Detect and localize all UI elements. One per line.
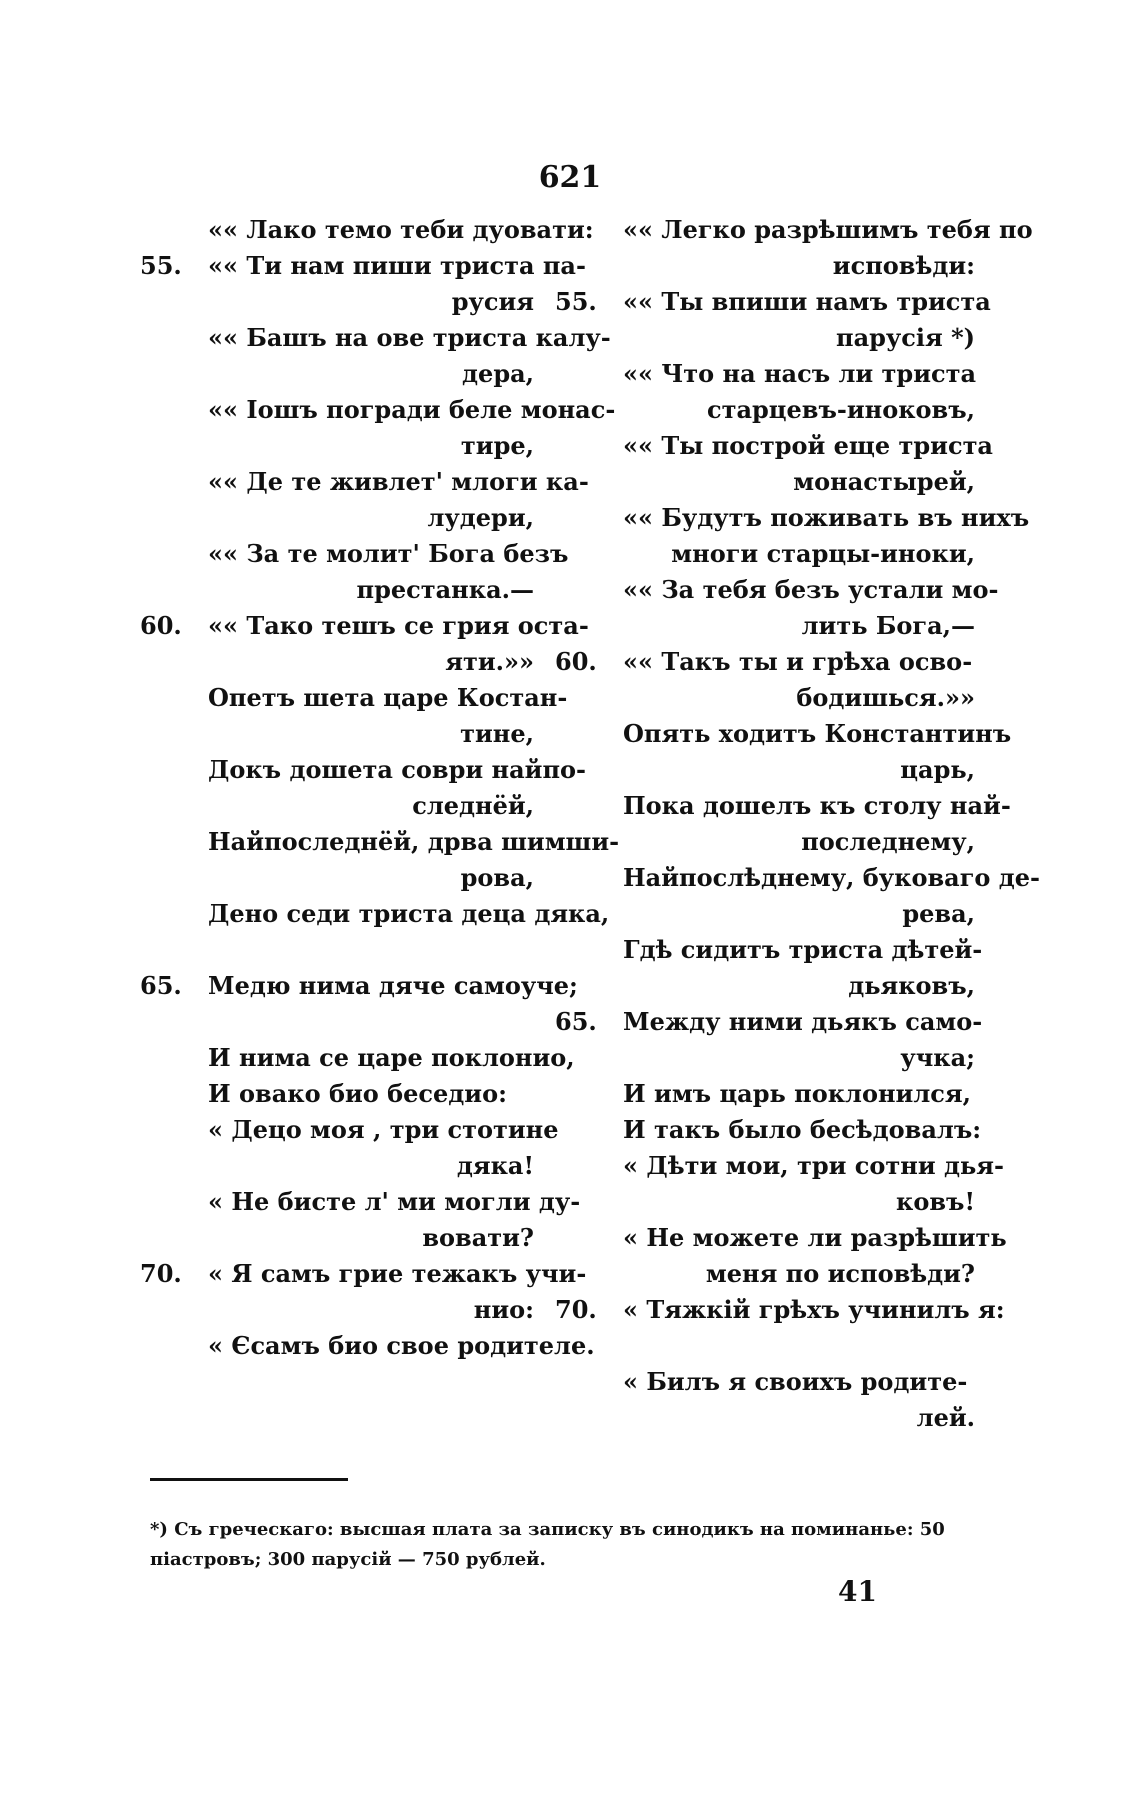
- verse: [555, 428, 993, 500]
- verse: [555, 356, 975, 428]
- verse-line: « Єсамъ био свое родителе.: [208, 1331, 595, 1360]
- verse-line-continuation: рова,: [460, 863, 534, 892]
- verse-line-continuation: рева,: [902, 899, 975, 928]
- verse-number: 55.: [140, 251, 182, 280]
- verse-line: « Децо моя , три стотине: [208, 1115, 559, 1144]
- verse-line-continuation: тине,: [460, 719, 534, 748]
- verse-line: Дено седи триста деца дяка,: [208, 899, 610, 928]
- verse: [140, 608, 589, 680]
- verse-line: « Не можете ли разрѣшить: [623, 1223, 1007, 1252]
- verse: [555, 1364, 975, 1436]
- verse: [140, 536, 569, 608]
- verse-line: Гдѣ сидитъ триста дѣтей-: [623, 935, 983, 964]
- verse: [140, 968, 578, 1004]
- verse: [555, 1112, 982, 1148]
- verse-number: 65.: [140, 971, 182, 1000]
- verse-number: 60.: [555, 647, 597, 676]
- verse-line: Пока дошелъ къ столу най-: [623, 791, 1011, 820]
- page-number: 621: [538, 160, 602, 195]
- verse: [555, 500, 1030, 572]
- verse: [555, 1076, 975, 1112]
- verse-line: «« Легко разрѣшимъ тебя по: [623, 215, 1033, 244]
- verse: [555, 212, 1033, 284]
- verse-line: «« Іошъ погради беле монас-: [208, 395, 616, 424]
- verse-line-continuation: ковъ!: [896, 1187, 975, 1216]
- verse-line-continuation: лудери,: [427, 503, 534, 532]
- verse: [555, 1004, 983, 1076]
- verse-line-continuation: царь,: [900, 755, 975, 784]
- verse-line-continuation: яти.»»: [445, 647, 534, 676]
- verse-line: «« Тако тешъ се грия оста-: [208, 611, 589, 640]
- verse-line-continuation: лей.: [916, 1403, 975, 1432]
- verse: [555, 644, 975, 716]
- footnote-rule: [150, 1478, 348, 1481]
- verse-line: «« Ты построй еще триста: [623, 431, 993, 460]
- verse-line-continuation: парусія *): [836, 323, 975, 352]
- verse-line: И овако био беседио:: [208, 1079, 507, 1108]
- verse: [555, 860, 1040, 932]
- verse-line: Докъ дошета соври найпо-: [208, 755, 586, 784]
- footnote-line-2: піастровъ; 300 парусій — 750 рублей.: [150, 1549, 546, 1570]
- verse: [140, 824, 620, 896]
- verse: [555, 1292, 1005, 1328]
- verse-line: «« Лако темо теби дуовати:: [208, 215, 594, 244]
- verse-line-continuation: лить Бога,—: [801, 611, 975, 640]
- verse-line-continuation: дьяковъ,: [848, 971, 975, 1000]
- verse: [140, 680, 568, 752]
- verse-line: « Тяжкій грѣхъ учинилъ я:: [623, 1295, 1005, 1324]
- verse-line: «« Будутъ поживать въ нихъ: [623, 503, 1030, 532]
- verse: [555, 1220, 1007, 1292]
- verse-line-continuation: учка;: [900, 1043, 975, 1072]
- footnote: [150, 1515, 950, 1575]
- verse-line: «« Ти нам пиши триста па-: [208, 251, 586, 280]
- verse-line: «« Ты впиши намъ триста: [623, 287, 991, 316]
- verse-line: « Билъ я своихъ родите-: [623, 1367, 968, 1396]
- verse-line: «« За те молит' Бога безъ: [208, 539, 569, 568]
- verse: [140, 320, 611, 392]
- verse: [555, 788, 1011, 860]
- verse: [140, 392, 616, 464]
- verse-number: 70.: [555, 1295, 597, 1324]
- verse-line: Между ними дьякъ само-: [623, 1007, 983, 1036]
- verse: [140, 212, 594, 248]
- verse: [555, 284, 991, 356]
- verse: [140, 1112, 560, 1184]
- verse-line: И имъ царь поклонился,: [623, 1079, 971, 1108]
- verse: [555, 1148, 1004, 1220]
- verse: [140, 248, 586, 320]
- verse-line: Опять ходитъ Константинъ: [623, 719, 1012, 748]
- verse: [555, 572, 999, 644]
- verse-number: 70.: [140, 1259, 182, 1288]
- verse-line: « Дѣти мои, три сотни дья-: [623, 1151, 1004, 1180]
- verse-line: И такъ было бесѣдовалъ:: [623, 1115, 982, 1144]
- verse-line: Опетъ шета царе Костан-: [208, 683, 568, 712]
- verse: [140, 1040, 575, 1076]
- verse-line: Медю нима дяче самоуче;: [208, 971, 578, 1000]
- verse-line-continuation: тире,: [460, 431, 534, 460]
- verse: [140, 896, 610, 932]
- verse-line: « Не бисте л' ми могли ду-: [208, 1187, 581, 1216]
- verse-line-continuation: дяка!: [456, 1151, 534, 1180]
- verse-line: «« Де те живлет' млоги ка-: [208, 467, 589, 496]
- verse-line-continuation: русия: [451, 287, 534, 316]
- verse: [555, 932, 983, 1004]
- verse: [555, 716, 1012, 788]
- verse: [140, 1184, 581, 1256]
- verse-line-continuation: старцевъ-иноковъ,: [706, 395, 975, 424]
- left-column-serbian-text: [140, 212, 620, 1364]
- verse-line-continuation: меня по исповѣди?: [705, 1259, 975, 1288]
- verse-number: 65.: [555, 1007, 597, 1036]
- verse-line: «« Такъ ты и грѣха осво-: [623, 647, 973, 676]
- verse-line-continuation: бодишься.»»: [796, 683, 975, 712]
- verse-line-continuation: престанка.—: [356, 575, 534, 604]
- verse-line: « Я самъ грие тежакъ учи-: [208, 1259, 587, 1288]
- footnote-line-1: *) Съ греческаго: высшая плата за записку въ синодикъ на поминанье: 50: [150, 1519, 945, 1540]
- verse-number: 60.: [140, 611, 182, 640]
- verse-line: Найпослѣднему, буковаго де-: [623, 863, 1040, 892]
- signature-number: 41: [838, 1575, 877, 1608]
- verse-line: Найпоследнёй, дрва шимши-: [208, 827, 620, 856]
- verse-line: «« Что на насъ ли триста: [623, 359, 977, 388]
- verse-line-continuation: монастырей,: [793, 467, 975, 496]
- verse-line-continuation: следнёй,: [412, 791, 534, 820]
- verse-number: 55.: [555, 287, 597, 316]
- verse: [140, 752, 586, 824]
- verse-line-continuation: последнему,: [801, 827, 975, 856]
- right-column-russian-text: [555, 212, 1040, 1436]
- verse: [140, 1328, 595, 1364]
- verse-line: «« Башъ на ове триста калу-: [208, 323, 611, 352]
- verse-line-continuation: нио:: [473, 1295, 534, 1324]
- verse-line-continuation: исповѣди:: [832, 251, 975, 280]
- verse-line-continuation: вовати?: [422, 1223, 534, 1252]
- verse-line-continuation: многи старцы-иноки,: [671, 539, 975, 568]
- verse-line-continuation: дера,: [462, 359, 534, 388]
- verse-line: «« За тебя безъ устали мо-: [623, 575, 999, 604]
- verse-line: И нима се царе поклонио,: [208, 1043, 575, 1072]
- verse: [140, 464, 589, 536]
- verse: [140, 1256, 587, 1328]
- verse: [140, 1076, 560, 1112]
